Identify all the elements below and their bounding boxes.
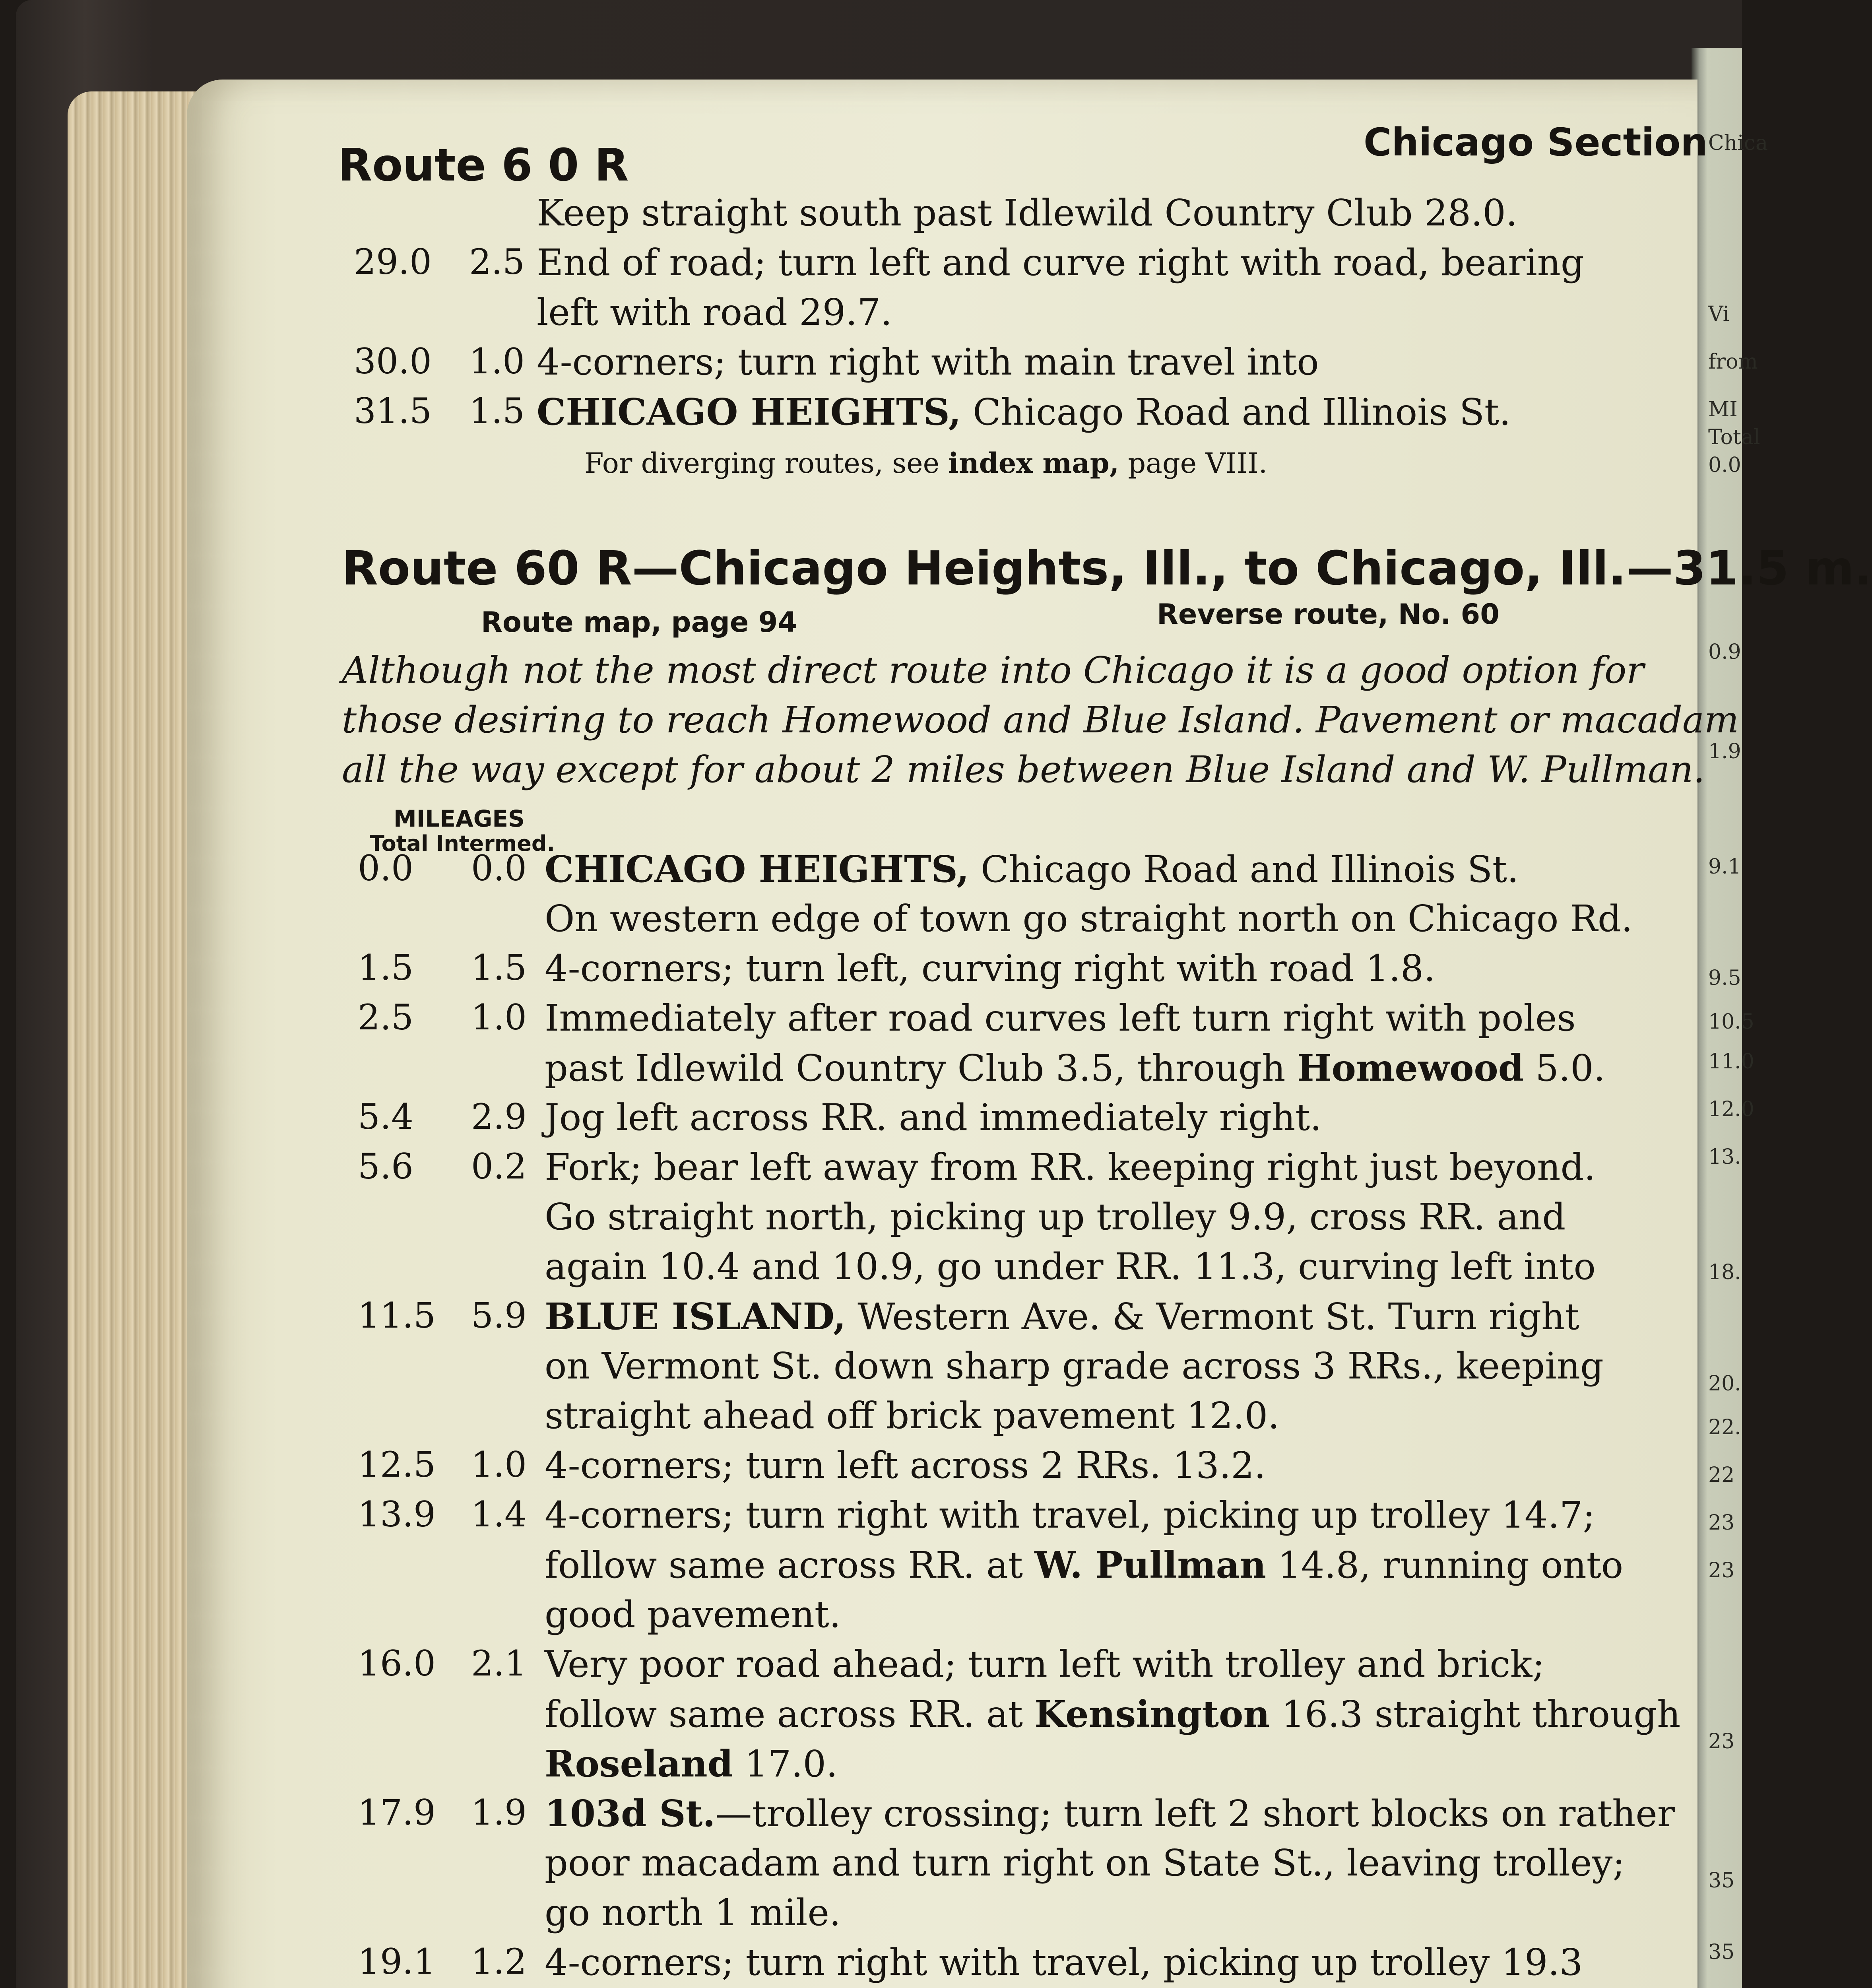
intermediate-mileage: 0.2 <box>471 1146 527 1187</box>
intermediate-mileage: 1.9 <box>471 1792 527 1833</box>
direction-text: Go straight north, picking up trolley 9.9, cross RR. and <box>545 1196 1566 1238</box>
direction-line <box>545 897 1633 940</box>
note-text: For diverging routes, see <box>584 447 949 480</box>
direction-text: follow same across RR. at <box>545 1544 1035 1586</box>
direction-line <box>545 1345 1604 1387</box>
place-name: CHICAGO HEIGHTS, <box>545 848 969 891</box>
direction-text: —trolley crossing; turn left 2 short blocks on rather <box>715 1792 1675 1835</box>
direction-text: End of road; turn left and curve right with road, bearing <box>537 241 1584 284</box>
next-page-fragment: Total <box>1708 425 1760 449</box>
next-page-fragment: 11.0 <box>1708 1050 1754 1074</box>
total-mileage: 16.0 <box>358 1643 436 1684</box>
top-line-1: Keep straight south past Idlewild Country Club 28.0. <box>537 192 1518 234</box>
route-map-ref: Route map, page 94 <box>481 606 797 639</box>
direction-text: poor macadam and turn right on State St., leaving trolley; <box>545 1842 1625 1884</box>
direction-text: past Idlewild Country Club 3.5, through <box>545 1047 1297 1089</box>
intermediate-mileage: 1.0 <box>471 997 527 1038</box>
total-mileage: 11.5 <box>358 1295 436 1336</box>
total-mileage: 0.0 <box>358 848 413 889</box>
total-mileage: 19.1 <box>358 1941 436 1982</box>
next-page-fragment: 23 <box>1708 1730 1735 1753</box>
direction-line <box>545 1792 1675 1835</box>
direction-text: Immediately after road curves left turn right with poles <box>545 997 1576 1039</box>
total-mileage: 30.0 <box>354 341 432 382</box>
total-mileage: 5.6 <box>358 1146 413 1187</box>
mileages-label: MILEAGES <box>394 805 525 832</box>
total-mileage: 29.0 <box>354 241 432 282</box>
next-page-edge <box>1692 48 1768 1988</box>
direction-text: again 10.4 and 10.9, go under RR. 11.3, curving left into <box>545 1245 1596 1288</box>
place-name: Homewood <box>1297 1046 1524 1089</box>
direction-text: 16.3 straight through <box>1270 1693 1681 1736</box>
next-page-fragment: 23 <box>1708 1511 1735 1535</box>
place-name: BLUE ISLAND, <box>545 1295 846 1338</box>
diverging-routes-note <box>584 447 1268 480</box>
next-page-fragment: 35 <box>1708 1869 1735 1893</box>
mileages-columns-label: Total Intermed. <box>370 831 555 856</box>
place-name: W. Pullman <box>1034 1543 1267 1586</box>
intermediate-mileage: 1.5 <box>469 390 525 431</box>
intermediate-mileage: 0.0 <box>471 848 527 889</box>
direction-line <box>545 1046 1605 1089</box>
note-bold: index map, <box>948 447 1119 480</box>
next-page-fragment: 22. <box>1708 1415 1741 1439</box>
direction-line <box>545 1096 1322 1139</box>
total-mileage: 31.5 <box>354 390 432 431</box>
route-title: Route 60 R—Chicago Heights, Ill., to Chicago, Ill.—31.5 m. <box>342 541 1872 596</box>
direction-text: 4-corners; turn left, curving right with road 1.8. <box>545 947 1436 990</box>
running-head-left: Route 6 0 R <box>338 140 629 191</box>
next-page-fragment: 20. <box>1708 1372 1741 1396</box>
next-page-fragment: 18. <box>1708 1260 1741 1284</box>
route-intro-line: Although not the most direct route into Chicago it is a good option for <box>342 649 1644 691</box>
direction-text: on Vermont St. down sharp grade across 3 RRs., keeping <box>545 1345 1604 1387</box>
route-intro-line: those desiring to reach Homewood and Blue Island. Pavement or macadam <box>342 699 1739 741</box>
direction-text: 4-corners; turn right with travel, picking up trolley 19.3 <box>545 1941 1583 1984</box>
direction-line <box>545 1494 1595 1536</box>
direction-line <box>545 1643 1545 1685</box>
direction-line <box>545 1444 1266 1487</box>
direction-text: Western Ave. & Vermont St. Turn right <box>846 1295 1580 1338</box>
direction-text: 5.0. <box>1524 1047 1605 1089</box>
direction-line <box>545 1941 1583 1984</box>
direction-line <box>545 1842 1625 1884</box>
direction-line <box>545 947 1436 990</box>
direction-line <box>545 997 1576 1039</box>
direction-line <box>545 1394 1280 1437</box>
direction-text: 4-corners; turn right with main travel into <box>537 341 1319 383</box>
intermediate-mileage: 1.4 <box>471 1494 527 1535</box>
direction-text: 4-corners; turn left across 2 RRs. 13.2. <box>545 1444 1266 1487</box>
direction-line <box>545 1742 838 1785</box>
direction-text: follow same across RR. at <box>545 1693 1035 1736</box>
next-page-fragment: 13. <box>1708 1145 1741 1169</box>
next-page-fragment: Vi <box>1708 302 1730 326</box>
intermediate-mileage: 2.9 <box>471 1096 527 1137</box>
total-mileage: 2.5 <box>358 997 413 1038</box>
direction-line <box>545 1593 841 1636</box>
intermediate-mileage: 1.0 <box>469 341 525 382</box>
intermediate-mileage: 1.0 <box>471 1444 527 1485</box>
next-page-fragment: 12.0 <box>1708 1097 1754 1121</box>
direction-text <box>537 390 1511 433</box>
reverse-route-ref: Reverse route, No. 60 <box>1157 598 1500 631</box>
direction-text: Chicago Road and Illinois St. <box>969 848 1519 891</box>
next-page-fragment: Chica <box>1708 131 1768 155</box>
intermediate-mileage: 2.5 <box>469 241 525 282</box>
next-page-fragment: 9.1 <box>1708 855 1741 879</box>
total-mileage: 1.5 <box>358 947 413 988</box>
intermediate-mileage: 2.1 <box>471 1643 527 1684</box>
intermediate-mileage: 1.2 <box>471 1941 527 1982</box>
total-mileage: 5.4 <box>358 1096 413 1137</box>
direction-line <box>545 1245 1596 1288</box>
next-page-fragment: MI <box>1708 398 1738 421</box>
next-page-fragment: 22 <box>1708 1463 1735 1487</box>
place-name: Roseland <box>545 1742 733 1785</box>
next-page-fragment: 0.0 <box>1708 453 1741 477</box>
direction-text-rest: Chicago Road and Illinois St. <box>961 391 1511 433</box>
direction-line <box>545 1295 1580 1338</box>
direction-line <box>545 1543 1624 1586</box>
total-mileage: 12.5 <box>358 1444 436 1485</box>
next-page-fragment: 10.5 <box>1708 1010 1754 1034</box>
direction-line <box>545 1891 841 1934</box>
direction-line <box>545 1146 1596 1188</box>
next-page-fragment: 35 <box>1708 1940 1735 1964</box>
route-intro-line: all the way except for about 2 miles between Blue Island and W. Pullman. <box>342 748 1705 791</box>
direction-text: Very poor road ahead; turn left with trolley and brick; <box>545 1643 1545 1685</box>
total-mileage: 13.9 <box>358 1494 436 1535</box>
place-name: 103d St. <box>545 1792 716 1835</box>
direction-text: 14.8, running onto <box>1266 1544 1624 1586</box>
next-page-fragment: from <box>1708 350 1758 374</box>
place-name: Kensington <box>1034 1693 1270 1736</box>
next-page-fragment: 23 <box>1708 1559 1735 1582</box>
direction-text: left with road 29.7. <box>537 291 892 334</box>
direction-text: 4-corners; turn right with travel, picking up trolley 14.7; <box>545 1494 1595 1536</box>
direction-text: straight ahead off brick pavement 12.0. <box>545 1394 1280 1437</box>
next-page-fragment: 1.9 <box>1708 740 1741 763</box>
place-name: CHICAGO HEIGHTS, <box>537 390 961 433</box>
running-head-right: Chicago Section <box>1364 120 1708 165</box>
direction-line <box>545 848 1519 891</box>
intermediate-mileage: 5.9 <box>471 1295 527 1336</box>
total-mileage: 17.9 <box>358 1792 436 1833</box>
direction-text: 17.0. <box>733 1743 838 1785</box>
direction-text: good pavement. <box>545 1593 841 1636</box>
direction-text: Fork; bear left away from RR. keeping right just beyond. <box>545 1146 1596 1188</box>
intermediate-mileage: 1.5 <box>471 947 527 988</box>
direction-line <box>545 1196 1566 1238</box>
direction-text: go north 1 mile. <box>545 1891 841 1934</box>
note-text: page VIII. <box>1119 447 1268 480</box>
direction-line <box>545 1693 1681 1736</box>
next-page-fragment: 9.5 <box>1708 966 1741 990</box>
next-page-fragment: 0.9 <box>1708 640 1741 664</box>
direction-text: On western edge of town go straight north on Chicago Rd. <box>545 897 1633 940</box>
direction-text: Jog left across RR. and immediately right. <box>545 1096 1322 1139</box>
